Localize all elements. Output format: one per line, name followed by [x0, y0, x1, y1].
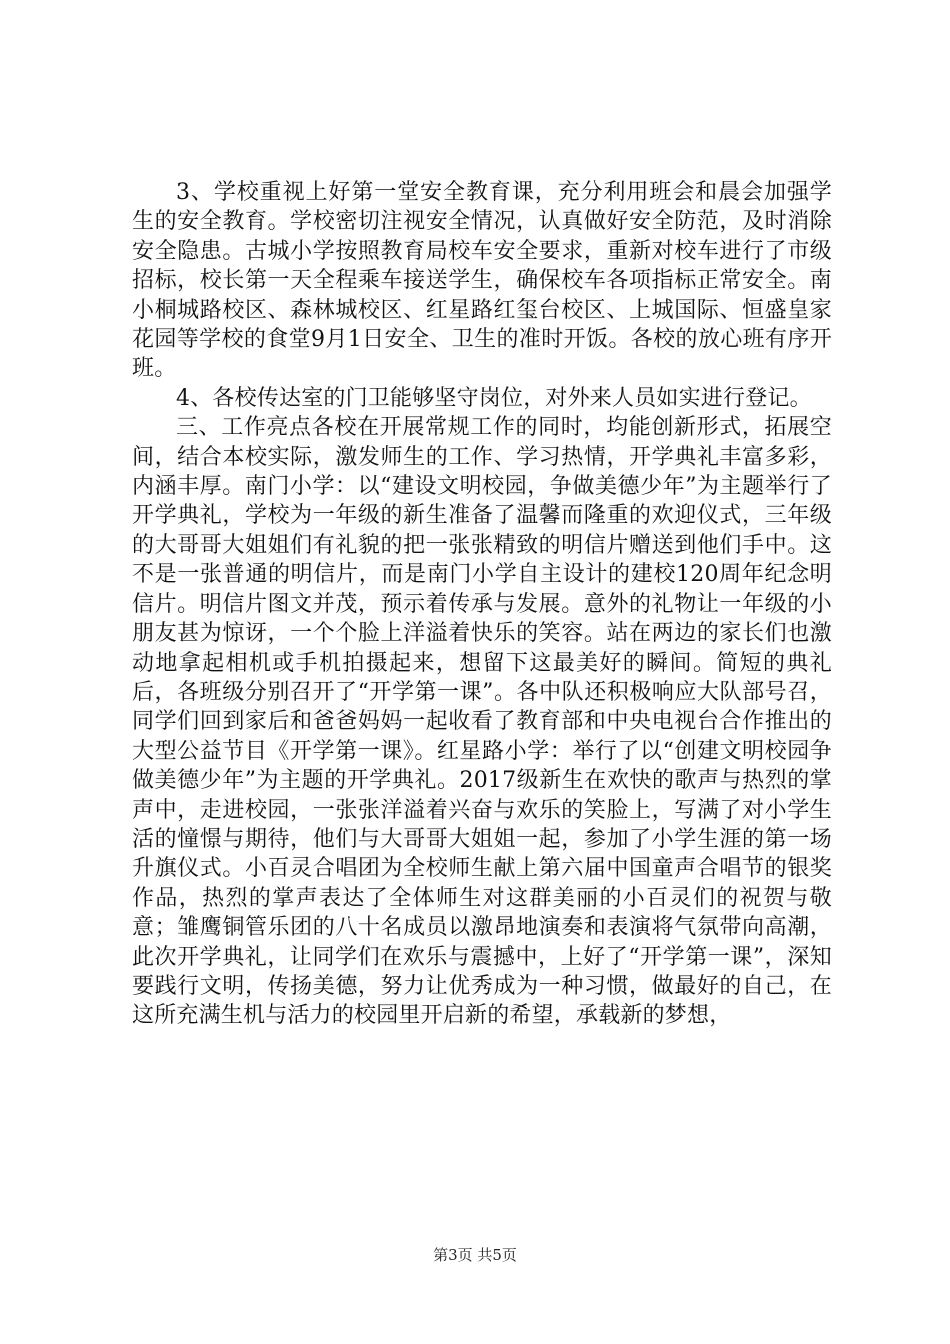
- paragraph-gatekeepers: 4、各校传达室的门卫能够坚守岗位，对外来人员如实进行登记。: [176, 385, 812, 411]
- page-footer: 第3页 共5页: [433, 1246, 517, 1264]
- paragraph-work-highlights: 三、工作亮点各校在开展常规工作的同时，均能创新形式，拓展空间，结合本校实际，激发师生的工作、学习热情，开学典礼丰富多彩，内涵丰厚。南门小学：以“建设文明校园，争做美德少年”为主题举行了开学典礼，学校为一年级的新生准备了温馨而隆重的欢迎仪式，三年级的大哥哥大姐姐们有礼貌的把一张张精致的明信片赠送到他们手中。这不是一张普通的明信片，而是南门小学自主设计的建校120周年纪念明信片。明信片图文并茂，预示着传承与发展。意外的礼物让一年级的小朋友甚为惊讶，一个个脸上洋溢着快乐的笑容。站在两边的家长们也激动地拿起相机或手机拍摄起来，想留下这最美好的瞬间。简短的典礼后，各班级分别召开了“开学第一课”。各中队还积极响应大队部号召，同学们回到家后和爸爸妈妈一起收看了教育部和中央电视台合作推出的大型公益节目《开学第一课》。红星路小学：举行了以“创建文明校园争做美德少年”为主题的开学典礼。2017级新生在欢快的歌声与热烈的掌声中，走进校园，一张张洋溢着兴奋与欢乐的笑脸上，写满了对小学生活的憧憬与期待，他们与大哥哥大姐姐一起，参加了小学生涯的第一场升旗仪式。小百灵合唱团为全校师生献上第六届中国童声合唱节的银奖作品，热烈的掌声表达了全体师生对这群美丽的小百灵们的祝贺与敬意；雏鹰铜管乐团的八十名成员以激昂地演奏和表演将气氛带向高潮，此次开学典礼，让同学们在欢乐与震撼中，上好了“开学第一课”，深知要践行文明，传扬美德，努力让优秀成为一种习惯，做最好的自己，在这所充满生机与活力的校园里开启新的希望，承载新的梦想，: [132, 415, 832, 1029]
- paragraph-safety-education: 3、学校重视上好第一堂安全教育课，充分利用班会和晨会加强学生的安全教育。学校密切注视安全情况，认真做好安全防范，及时消除安全隐患。古城小学按照教育局校车安全要求，重新对校车进行了市级招标，校长第一天全程乘车接送学生，确保校车各项指标正常安全。南小桐城路校区、森林城校区、红星路红玺台校区、上城国际、恒盛皇家花园等学校的食堂9月1日安全、卫生的准时开饭。各校的放心班有序开班。: [132, 180, 832, 382]
- document-body: [132, 178, 832, 1031]
